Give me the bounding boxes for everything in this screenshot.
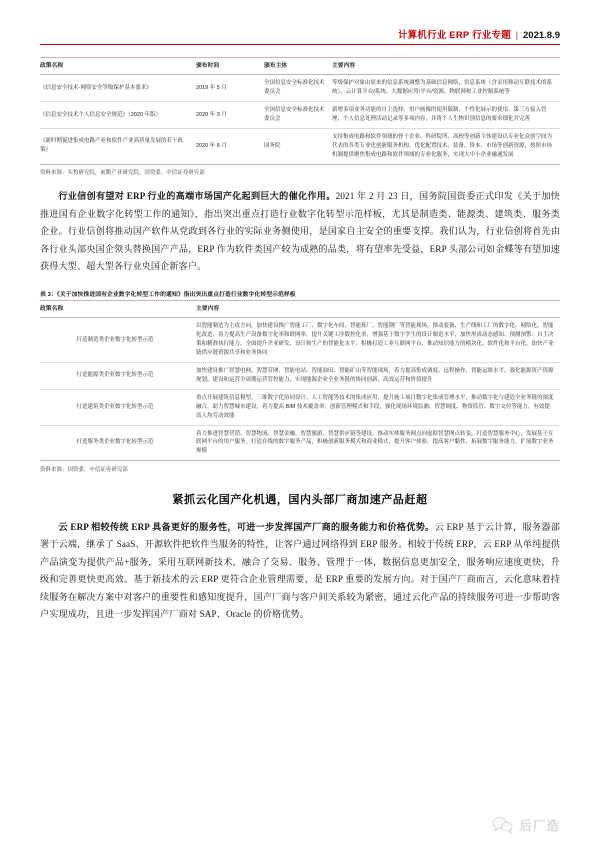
cell-issuer: 国务院	[264, 129, 332, 165]
column-header-issue-date: 颁布时间	[196, 58, 264, 75]
paragraph-1-rest: 2021 年 2 月 23 日，国务院国资委正式印发《关于加快推进国有企业数字化转型工作的通知》，指出突出重点打造行业数字化转型示范样板，尤其是制造类、能源类、建筑类、服务类企业。行业信创将推动国产软件从党政到各行业的实际业务侧使用，是国家自主安全的重要支撑。我们认为，行业信创将首先由各行业头部央国企领头替换国产产品，ERP 作为软件类国产较为成熟的品类，将有望率先受益，ERP 头部公司如金蝶等有望加速获得大型、超大型各行业央国企新客户。	[40, 191, 560, 272]
cell-policy-name: 《信息安全技术-网络安全等级保护基本要求》	[40, 75, 196, 102]
cell-demo-name: 打造能源类企业数字化转型示范	[40, 363, 196, 390]
table-row	[40, 75, 560, 102]
demo-table-body	[40, 318, 560, 461]
table-row	[40, 102, 560, 129]
policy-table	[40, 57, 560, 165]
table-row	[40, 363, 560, 390]
brand-name: 后厂造	[519, 819, 560, 833]
column-header-policy-name: 政策名称	[40, 301, 196, 318]
cell-issue-date: 2020 年 3 月	[196, 102, 264, 129]
header-rule	[40, 44, 560, 45]
cell-demo-name: 打造制造类企业数字化转型示范	[40, 318, 196, 363]
table-header-row	[40, 58, 560, 75]
cell-demo-content: 重点开展建筑信息模型、三维数字化协同设计、人工智能等技术的集成应用，提升施工项目数字化集成管理水平，推动数字化与建造全业务链的深度融合，助力智慧城市建设，着力提高 BIM 技术覆盖率，创新管理模式和手段，强化现场环境监测、智慧调度、物资监管、数字交付等能力，有效提高人均劳动效能	[196, 389, 560, 425]
policy-table-head	[40, 58, 560, 75]
cell-issue-date: 2019 年 5 月	[196, 75, 264, 102]
cell-demo-content: 加快建设推广智慧电网、智慧管网、智能电站、智能油田、智能矿山等智能现场，着力提高集成调度、远程操作、智能运维水平，强化能源资产资源规划、建设和运营全周期运营管控能力，实现能源企业全业务链的协同创新、高效运营和价值提升	[196, 363, 560, 390]
section-heading: 紧抓云化国产化机遇，国内头部厂商加速产品赶超	[172, 493, 428, 506]
table-row	[40, 425, 560, 461]
cell-policy-name: 《新时期促进集成电路产业和软件产业高质量发展的若干政策》	[40, 129, 196, 165]
header-date: 2021.8.9	[523, 30, 560, 41]
cell-demo-name: 打造建筑类企业数字化转型示范	[40, 389, 196, 425]
paragraph-cloud-erp	[40, 519, 560, 624]
cell-main-content: 等级保护对象由原来的信息系统调整为基础信息网络、信息系统（含采用移动互联技术的系统）、云计算平台/系统、大数据应用/平台/资源、物联网和工业控制系统等	[332, 75, 560, 102]
demo-table-source: 资料来源：国资委，中信证券研究部	[40, 466, 128, 473]
demo-table-head	[40, 301, 560, 318]
table-row	[40, 129, 560, 165]
cell-demo-name: 打造服务类企业数字化转型示范	[40, 425, 196, 461]
cell-policy-name: 《信息安全技术个人信息安全规范》（2020 年版）	[40, 102, 196, 129]
table-row	[40, 318, 560, 363]
column-header-issuer: 颁布主体	[264, 58, 332, 75]
table-header-row	[40, 301, 560, 318]
footer-brand	[492, 816, 560, 834]
wechat-icon	[492, 816, 514, 834]
cell-demo-content: 以智能制造为主攻方向，加快建设推广智能工厂、数字化车间、智能炼厂、智能钢厂等智能现场，推动装备、生产线和工厂的数字化、网络化、智能化改造，着力提高生产设备数字化率和联网率，提升关键工序数控化率，增强基于数字孪生的设计制造水平，加快形成动态感知、预测预警、自主决策和精准执行能力，全面提升企业研发、设计和生产的智能化水平。积极打造工业互联网平台，推动知识能力的模块化、软件化和平台化，加快产业链供应链资源共享和业务协同	[196, 318, 560, 363]
demo-table-caption: 表 3：《关于加快推进国有企业数字化转型工作的通知》指出突出重点打造行业数字化转型示范样板	[40, 291, 296, 298]
header-title: 计算机行业 ERP 行业专题	[397, 30, 511, 41]
page-header	[40, 0, 560, 44]
policy-table-body	[40, 75, 560, 164]
column-header-main-content: 主要内容	[332, 58, 560, 75]
cell-demo-content: 着力推进智慧营销、智慧物流、智慧金融、智慧旅游、智慧供应链等建设，推动实体服务网点向虚拟智慧网点转变，打造智慧服务中心，发展基于互联网平台的用户服务，打造在线的数字服务产品，积极创新服务模式和商业模式，提升客户体验，提高客户黏性，拓展数字服务能力，扩展数字业务规模	[196, 425, 560, 461]
paragraph-industry-xinchuang	[40, 188, 560, 275]
cell-issue-date: 2020 年 8 月	[196, 129, 264, 165]
column-header-main-content: 主要内容	[196, 301, 560, 318]
cell-issuer: 全国信息安全标准化技术委员会	[264, 75, 332, 102]
paragraph-2-rest: 云 ERP 基于云计算，服务器部署于云端，继承了 SaaS、开源软件把软件当服务的特性，让客户通过网络得到 ERP 服务。相较于传统 ERP，云 ERP 从单纯提供产品演变为提供产品+服务，采用互联网新技术，融合了交易、服务、管理于一体，数据信息更加安全，服务响应速度更快，升级和完善更快更高效。基于新技术的云 ERP 更符合企业管理需要，是 ERP 重要的发展方向。对于国产厂商而言，云化意味着持续服务在解决方案中对客户的重要性和感知度提升，国产厂商与客户间关系较为紧密，通过云化产品的持续服务可进一步帮助客户实现成功，且进一步发挥国产厂商对 SAP、Oracle 的价格优势。	[40, 521, 561, 620]
paragraph-1-lead: 行业信创有望对 ERP 行业的高端市场国产化起到巨大的催化作用。	[58, 191, 336, 202]
column-header-policy-name: 政策名称	[40, 58, 196, 75]
table-row	[40, 389, 560, 425]
cell-main-content: 支持集成电路和软件领域的骨干企业、科研院所、高校等创新主体建设以专业化众创空间为代表的各类专业化创新服务机构，优化配置技术、装备、资本、市场等创新资源，按照市场机制提供聚焦集成电路和软件领域的专业化服务，实现大中小企业融通发展	[332, 129, 560, 165]
header-separator: |	[515, 31, 519, 41]
demo-table	[40, 300, 560, 461]
cell-main-content: 新增多项业务功能的自主选择、用户画像的使用限制、个性化展示的使用、第三方接入管理、个人信息处理活动记录等多项内容，并将个人生物识别信息的要求细化并完善	[332, 102, 560, 129]
paragraph-2-lead: 云 ERP 相较传统 ERP 具备更好的服务性，可进一步发挥国产厂商的服务能力和价格优势。	[58, 521, 435, 532]
cell-issuer: 全国信息安全标准化技术委员会	[264, 102, 332, 129]
policy-table-source: 资料来源：头豹研究院，前瞻产业研究院，国资委，中信证券研究部	[40, 170, 205, 177]
